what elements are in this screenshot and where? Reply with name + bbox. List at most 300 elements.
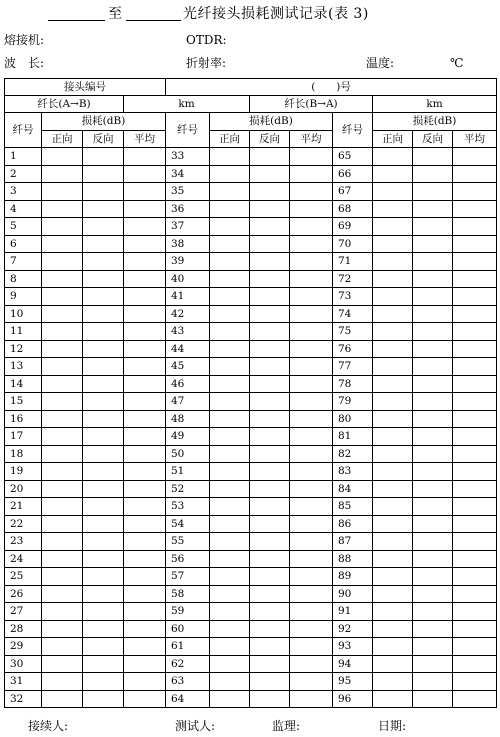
average-loss-cell[interactable] (290, 690, 333, 708)
average-loss-cell[interactable] (453, 445, 497, 463)
average-loss-cell[interactable] (124, 165, 166, 183)
average-loss-cell[interactable] (453, 515, 497, 533)
forward-loss-cell[interactable] (373, 165, 413, 183)
forward-loss-cell[interactable] (42, 183, 83, 201)
reverse-loss-cell[interactable] (250, 690, 290, 708)
average-loss-cell[interactable] (453, 218, 497, 236)
forward-loss-cell[interactable] (373, 410, 413, 428)
forward-loss-cell[interactable] (373, 358, 413, 376)
average-loss-cell[interactable] (453, 323, 497, 341)
average-loss-cell[interactable] (124, 550, 166, 568)
forward-loss-cell[interactable] (210, 288, 250, 306)
reverse-loss-cell[interactable] (413, 655, 453, 673)
average-loss-cell[interactable] (290, 235, 333, 253)
average-loss-cell[interactable] (290, 358, 333, 376)
forward-loss-cell[interactable] (210, 673, 250, 691)
reverse-loss-cell[interactable] (83, 148, 124, 166)
fiber-number: 21 (5, 498, 42, 516)
reverse-loss-cell[interactable] (250, 533, 290, 551)
forward-loss-cell[interactable] (373, 480, 413, 498)
average-loss-cell[interactable] (124, 673, 166, 691)
average-loss-cell[interactable] (453, 690, 497, 708)
forward-loss-cell[interactable] (42, 410, 83, 428)
forward-loss-cell[interactable] (373, 655, 413, 673)
average-loss-cell[interactable] (453, 498, 497, 516)
reverse-loss-cell[interactable] (250, 463, 290, 481)
forward-loss-cell[interactable] (373, 585, 413, 603)
reverse-loss-cell[interactable] (83, 288, 124, 306)
forward-loss-cell[interactable] (210, 410, 250, 428)
forward-loss-cell[interactable] (210, 445, 250, 463)
average-loss-cell[interactable] (453, 533, 497, 551)
forward-loss-cell[interactable] (373, 305, 413, 323)
forward-loss-cell[interactable] (210, 515, 250, 533)
forward-loss-cell[interactable] (42, 235, 83, 253)
forward-loss-cell[interactable] (42, 585, 83, 603)
forward-loss-cell[interactable] (210, 585, 250, 603)
forward-loss-cell[interactable] (373, 393, 413, 411)
forward-loss-cell[interactable] (210, 305, 250, 323)
reverse-loss-cell[interactable] (413, 480, 453, 498)
average-loss-cell[interactable] (453, 165, 497, 183)
reverse-loss-cell[interactable] (413, 393, 453, 411)
forward-loss-cell[interactable] (210, 340, 250, 358)
forward-loss-cell[interactable] (210, 568, 250, 586)
forward-loss-cell[interactable] (210, 498, 250, 516)
average-loss-cell[interactable] (124, 428, 166, 446)
forward-loss-cell[interactable] (210, 428, 250, 446)
reverse-loss-cell[interactable] (250, 620, 290, 638)
average-loss-cell[interactable] (290, 305, 333, 323)
average-loss-cell[interactable] (290, 253, 333, 271)
forward-loss-cell[interactable] (373, 323, 413, 341)
average-loss-cell[interactable] (124, 235, 166, 253)
forward-loss-cell[interactable] (373, 620, 413, 638)
average-loss-cell[interactable] (124, 393, 166, 411)
reverse-loss-cell[interactable] (413, 428, 453, 446)
average-loss-cell[interactable] (453, 375, 497, 393)
forward-loss-cell[interactable] (42, 480, 83, 498)
average-loss-cell[interactable] (124, 585, 166, 603)
average-loss-cell[interactable] (453, 410, 497, 428)
average-loss-cell[interactable] (453, 235, 497, 253)
reverse-loss-cell[interactable] (413, 358, 453, 376)
forward-loss-cell[interactable] (373, 550, 413, 568)
reverse-loss-cell[interactable] (413, 165, 453, 183)
average-loss-cell[interactable] (290, 183, 333, 201)
average-loss-cell[interactable] (124, 620, 166, 638)
average-loss-cell[interactable] (290, 620, 333, 638)
reverse-loss-cell[interactable] (250, 375, 290, 393)
average-loss-cell[interactable] (124, 218, 166, 236)
forward-loss-cell[interactable] (42, 200, 83, 218)
average-loss-cell[interactable] (453, 603, 497, 621)
reverse-loss-cell[interactable] (83, 533, 124, 551)
reverse-loss-cell[interactable] (250, 218, 290, 236)
reverse-loss-cell[interactable] (413, 568, 453, 586)
forward-loss-cell[interactable] (373, 603, 413, 621)
reverse-loss-cell[interactable] (413, 515, 453, 533)
average-loss-cell[interactable] (124, 358, 166, 376)
average-loss-cell[interactable] (124, 603, 166, 621)
average-loss-cell[interactable] (290, 200, 333, 218)
reverse-loss-cell[interactable] (83, 550, 124, 568)
reverse-loss-cell[interactable] (250, 183, 290, 201)
average-loss-cell[interactable] (453, 393, 497, 411)
reverse-loss-cell[interactable] (83, 655, 124, 673)
forward-loss-cell[interactable] (42, 165, 83, 183)
forward-loss-cell[interactable] (210, 393, 250, 411)
length-ab-field[interactable]: km (124, 96, 250, 113)
reverse-loss-cell[interactable] (413, 690, 453, 708)
forward-loss-cell[interactable] (42, 533, 83, 551)
reverse-loss-cell[interactable] (413, 148, 453, 166)
average-loss-cell[interactable] (124, 340, 166, 358)
forward-loss-cell[interactable] (42, 655, 83, 673)
average-loss-cell[interactable] (290, 550, 333, 568)
temperature-label: 温度: (366, 56, 395, 70)
forward-loss-cell[interactable] (210, 200, 250, 218)
forward-loss-cell[interactable] (373, 218, 413, 236)
reverse-loss-cell[interactable] (413, 253, 453, 271)
average-loss-cell[interactable] (290, 218, 333, 236)
reverse-loss-cell[interactable] (250, 428, 290, 446)
average-loss-cell[interactable] (124, 323, 166, 341)
reverse-loss-cell[interactable] (83, 200, 124, 218)
average-loss-cell[interactable] (290, 323, 333, 341)
forward-loss-cell[interactable] (42, 270, 83, 288)
reverse-loss-cell[interactable] (250, 480, 290, 498)
average-loss-cell[interactable] (290, 428, 333, 446)
forward-loss-cell[interactable] (210, 603, 250, 621)
average-loss-cell[interactable] (124, 445, 166, 463)
reverse-loss-cell[interactable] (250, 638, 290, 656)
reverse-loss-cell[interactable] (83, 480, 124, 498)
reverse-loss-cell[interactable] (250, 165, 290, 183)
forward-loss-cell[interactable] (210, 183, 250, 201)
average-loss-cell[interactable] (124, 463, 166, 481)
forward-loss-cell[interactable] (42, 690, 83, 708)
average-loss-cell[interactable] (290, 375, 333, 393)
reverse-loss-cell[interactable] (250, 305, 290, 323)
reverse-loss-cell[interactable] (83, 183, 124, 201)
average-loss-cell[interactable] (453, 620, 497, 638)
reverse-loss-cell[interactable] (413, 620, 453, 638)
forward-loss-cell[interactable] (373, 235, 413, 253)
reverse-loss-cell[interactable] (250, 673, 290, 691)
forward-loss-cell[interactable] (373, 375, 413, 393)
reverse-loss-cell[interactable] (83, 253, 124, 271)
forward-loss-cell[interactable] (210, 655, 250, 673)
forward-loss-cell[interactable] (42, 498, 83, 516)
average-loss-cell[interactable] (290, 603, 333, 621)
average-loss-cell[interactable] (290, 533, 333, 551)
reverse-loss-cell[interactable] (413, 340, 453, 358)
forward-loss-cell[interactable] (210, 358, 250, 376)
reverse-loss-cell[interactable] (413, 673, 453, 691)
fiber-number: 80 (333, 410, 373, 428)
reverse-loss-cell[interactable] (250, 498, 290, 516)
forward-loss-cell[interactable] (42, 568, 83, 586)
average-loss-cell[interactable] (124, 690, 166, 708)
forward-loss-cell[interactable] (42, 323, 83, 341)
forward-loss-cell[interactable] (42, 445, 83, 463)
average-loss-cell[interactable] (453, 550, 497, 568)
forward-loss-cell[interactable] (42, 393, 83, 411)
forward-loss-cell[interactable] (210, 253, 250, 271)
forward-loss-cell[interactable] (373, 270, 413, 288)
reverse-loss-cell[interactable] (83, 235, 124, 253)
forward-loss-cell[interactable] (42, 253, 83, 271)
average-loss-cell[interactable] (124, 480, 166, 498)
reverse-loss-cell[interactable] (250, 235, 290, 253)
average-loss-cell[interactable] (290, 288, 333, 306)
reverse-loss-cell[interactable] (413, 375, 453, 393)
forward-loss-cell[interactable] (210, 480, 250, 498)
reverse-loss-cell[interactable] (83, 375, 124, 393)
forward-loss-cell[interactable] (42, 638, 83, 656)
average-loss-cell[interactable] (290, 480, 333, 498)
reverse-loss-cell[interactable] (250, 358, 290, 376)
reverse-loss-cell[interactable] (413, 288, 453, 306)
reverse-loss-cell[interactable] (83, 498, 124, 516)
forward-loss-cell[interactable] (42, 620, 83, 638)
average-loss-cell[interactable] (290, 638, 333, 656)
forward-loss-cell[interactable] (42, 358, 83, 376)
reverse-loss-cell[interactable] (83, 690, 124, 708)
forward-loss-cell[interactable] (373, 498, 413, 516)
average-loss-cell[interactable] (290, 165, 333, 183)
forward-loss-cell[interactable] (210, 550, 250, 568)
reverse-loss-cell[interactable] (83, 515, 124, 533)
forward-loss-cell[interactable] (373, 288, 413, 306)
average-loss-cell[interactable] (453, 480, 497, 498)
average-loss-cell[interactable] (124, 533, 166, 551)
forward-loss-cell[interactable] (42, 148, 83, 166)
average-loss-cell[interactable] (453, 585, 497, 603)
length-ba-field[interactable]: km (373, 96, 497, 113)
average-loss-cell[interactable] (290, 393, 333, 411)
average-loss-cell[interactable] (453, 148, 497, 166)
forward-loss-cell[interactable] (373, 568, 413, 586)
forward-loss-cell[interactable] (210, 638, 250, 656)
average-loss-cell[interactable] (124, 655, 166, 673)
average-loss-cell[interactable] (124, 253, 166, 271)
reverse-loss-cell[interactable] (250, 603, 290, 621)
reverse-loss-cell[interactable] (413, 603, 453, 621)
average-loss-cell[interactable] (124, 305, 166, 323)
reverse-loss-cell[interactable] (83, 393, 124, 411)
average-loss-cell[interactable] (453, 253, 497, 271)
reverse-loss-cell[interactable] (83, 463, 124, 481)
reverse-loss-cell[interactable] (413, 533, 453, 551)
reverse-loss-cell[interactable] (413, 270, 453, 288)
reverse-loss-cell[interactable] (250, 393, 290, 411)
forward-loss-cell[interactable] (210, 270, 250, 288)
reverse-loss-cell[interactable] (413, 305, 453, 323)
reverse-loss-cell[interactable] (250, 568, 290, 586)
reverse-loss-cell[interactable] (83, 673, 124, 691)
reverse-loss-cell[interactable] (250, 270, 290, 288)
forward-loss-cell[interactable] (42, 673, 83, 691)
reverse-loss-cell[interactable] (250, 515, 290, 533)
forward-loss-cell[interactable] (42, 340, 83, 358)
forward-loss-cell[interactable] (373, 148, 413, 166)
forward-loss-cell[interactable] (210, 218, 250, 236)
average-loss-cell[interactable] (290, 270, 333, 288)
reverse-loss-cell[interactable] (250, 340, 290, 358)
forward-loss-cell[interactable] (373, 253, 413, 271)
average-loss-cell[interactable] (290, 148, 333, 166)
average-loss-cell[interactable] (290, 585, 333, 603)
reverse-loss-cell[interactable] (250, 323, 290, 341)
reverse-loss-cell[interactable] (413, 585, 453, 603)
average-loss-cell[interactable] (290, 655, 333, 673)
forward-loss-cell[interactable] (373, 515, 413, 533)
average-loss-cell[interactable] (453, 428, 497, 446)
average-loss-cell[interactable] (453, 288, 497, 306)
reverse-loss-cell[interactable] (83, 568, 124, 586)
reverse-loss-cell[interactable] (413, 183, 453, 201)
reverse-loss-cell[interactable] (83, 638, 124, 656)
average-loss-cell[interactable] (290, 673, 333, 691)
average-loss-cell[interactable] (453, 568, 497, 586)
average-loss-cell[interactable] (290, 445, 333, 463)
average-loss-cell[interactable] (290, 515, 333, 533)
forward-header: 正向 (210, 130, 250, 148)
reverse-loss-cell[interactable] (413, 638, 453, 656)
average-loss-cell[interactable] (453, 305, 497, 323)
reverse-loss-cell[interactable] (83, 218, 124, 236)
reverse-loss-cell[interactable] (413, 463, 453, 481)
forward-loss-cell[interactable] (373, 638, 413, 656)
forward-loss-cell[interactable] (42, 428, 83, 446)
average-loss-cell[interactable] (453, 200, 497, 218)
reverse-loss-cell[interactable] (83, 603, 124, 621)
forward-loss-cell[interactable] (373, 533, 413, 551)
average-loss-cell[interactable] (453, 270, 497, 288)
reverse-loss-cell[interactable] (250, 445, 290, 463)
reverse-loss-cell[interactable] (413, 550, 453, 568)
average-loss-cell[interactable] (124, 638, 166, 656)
forward-loss-cell[interactable] (210, 533, 250, 551)
reverse-loss-cell[interactable] (413, 323, 453, 341)
average-loss-cell[interactable] (453, 655, 497, 673)
average-loss-cell[interactable] (124, 375, 166, 393)
length-ba-label: 纤长(B→A) (250, 96, 373, 113)
reverse-loss-cell[interactable] (250, 585, 290, 603)
splice-number-field[interactable]: ( )号 (166, 79, 497, 96)
forward-loss-cell[interactable] (373, 690, 413, 708)
average-loss-cell[interactable] (124, 515, 166, 533)
reverse-loss-cell[interactable] (250, 288, 290, 306)
reverse-loss-cell[interactable] (83, 323, 124, 341)
reverse-loss-cell[interactable] (83, 305, 124, 323)
forward-loss-cell[interactable] (373, 428, 413, 446)
forward-loss-cell[interactable] (210, 690, 250, 708)
reverse-loss-cell[interactable] (413, 410, 453, 428)
fiber-number: 93 (333, 638, 373, 656)
forward-loss-cell[interactable] (42, 288, 83, 306)
average-loss-cell[interactable] (453, 340, 497, 358)
average-loss-cell[interactable] (453, 183, 497, 201)
reverse-loss-cell[interactable] (413, 235, 453, 253)
average-loss-cell[interactable] (124, 270, 166, 288)
reverse-loss-cell[interactable] (250, 655, 290, 673)
average-loss-cell[interactable] (124, 568, 166, 586)
reverse-loss-cell[interactable] (250, 253, 290, 271)
reverse-loss-cell[interactable] (413, 445, 453, 463)
average-loss-cell[interactable] (453, 673, 497, 691)
average-loss-cell[interactable] (290, 568, 333, 586)
reverse-loss-cell[interactable] (83, 270, 124, 288)
reverse-loss-cell[interactable] (83, 585, 124, 603)
forward-loss-cell[interactable] (210, 375, 250, 393)
reverse-loss-cell[interactable] (83, 620, 124, 638)
reverse-loss-cell[interactable] (413, 218, 453, 236)
average-loss-cell[interactable] (290, 463, 333, 481)
reverse-loss-cell[interactable] (250, 200, 290, 218)
forward-loss-cell[interactable] (210, 620, 250, 638)
average-loss-cell[interactable] (124, 200, 166, 218)
average-loss-cell[interactable] (290, 340, 333, 358)
forward-loss-cell[interactable] (373, 673, 413, 691)
forward-loss-cell[interactable] (373, 463, 413, 481)
forward-loss-cell[interactable] (42, 218, 83, 236)
reverse-loss-cell[interactable] (83, 410, 124, 428)
reverse-loss-cell[interactable] (83, 340, 124, 358)
forward-loss-cell[interactable] (373, 200, 413, 218)
forward-loss-cell[interactable] (42, 463, 83, 481)
forward-loss-cell[interactable] (373, 340, 413, 358)
average-loss-cell[interactable] (124, 288, 166, 306)
forward-loss-cell[interactable] (42, 515, 83, 533)
reverse-loss-cell[interactable] (83, 165, 124, 183)
forward-loss-cell[interactable] (210, 148, 250, 166)
reverse-loss-cell[interactable] (413, 498, 453, 516)
forward-loss-cell[interactable] (373, 183, 413, 201)
average-loss-cell[interactable] (124, 410, 166, 428)
average-loss-cell[interactable] (453, 463, 497, 481)
average-loss-cell[interactable] (124, 183, 166, 201)
reverse-loss-cell[interactable] (250, 410, 290, 428)
forward-loss-cell[interactable] (42, 550, 83, 568)
average-loss-cell[interactable] (290, 410, 333, 428)
average-loss-cell[interactable] (453, 638, 497, 656)
reverse-loss-cell[interactable] (83, 428, 124, 446)
fiber-number-header: 纤号 (333, 113, 373, 148)
reverse-loss-cell[interactable] (413, 200, 453, 218)
average-loss-cell[interactable] (290, 498, 333, 516)
forward-loss-cell[interactable] (210, 463, 250, 481)
reverse-loss-cell[interactable] (250, 148, 290, 166)
forward-loss-cell[interactable] (210, 323, 250, 341)
forward-loss-cell[interactable] (42, 305, 83, 323)
average-loss-cell[interactable] (453, 358, 497, 376)
forward-loss-cell[interactable] (373, 445, 413, 463)
forward-loss-cell[interactable] (42, 375, 83, 393)
reverse-loss-cell[interactable] (250, 550, 290, 568)
forward-loss-cell[interactable] (210, 165, 250, 183)
reverse-loss-cell[interactable] (83, 358, 124, 376)
fiber-number: 33 (166, 148, 210, 166)
average-loss-cell[interactable] (124, 148, 166, 166)
average-loss-cell[interactable] (124, 498, 166, 516)
reverse-loss-cell[interactable] (83, 445, 124, 463)
forward-loss-cell[interactable] (42, 603, 83, 621)
forward-loss-cell[interactable] (210, 235, 250, 253)
table-row (5, 358, 497, 376)
